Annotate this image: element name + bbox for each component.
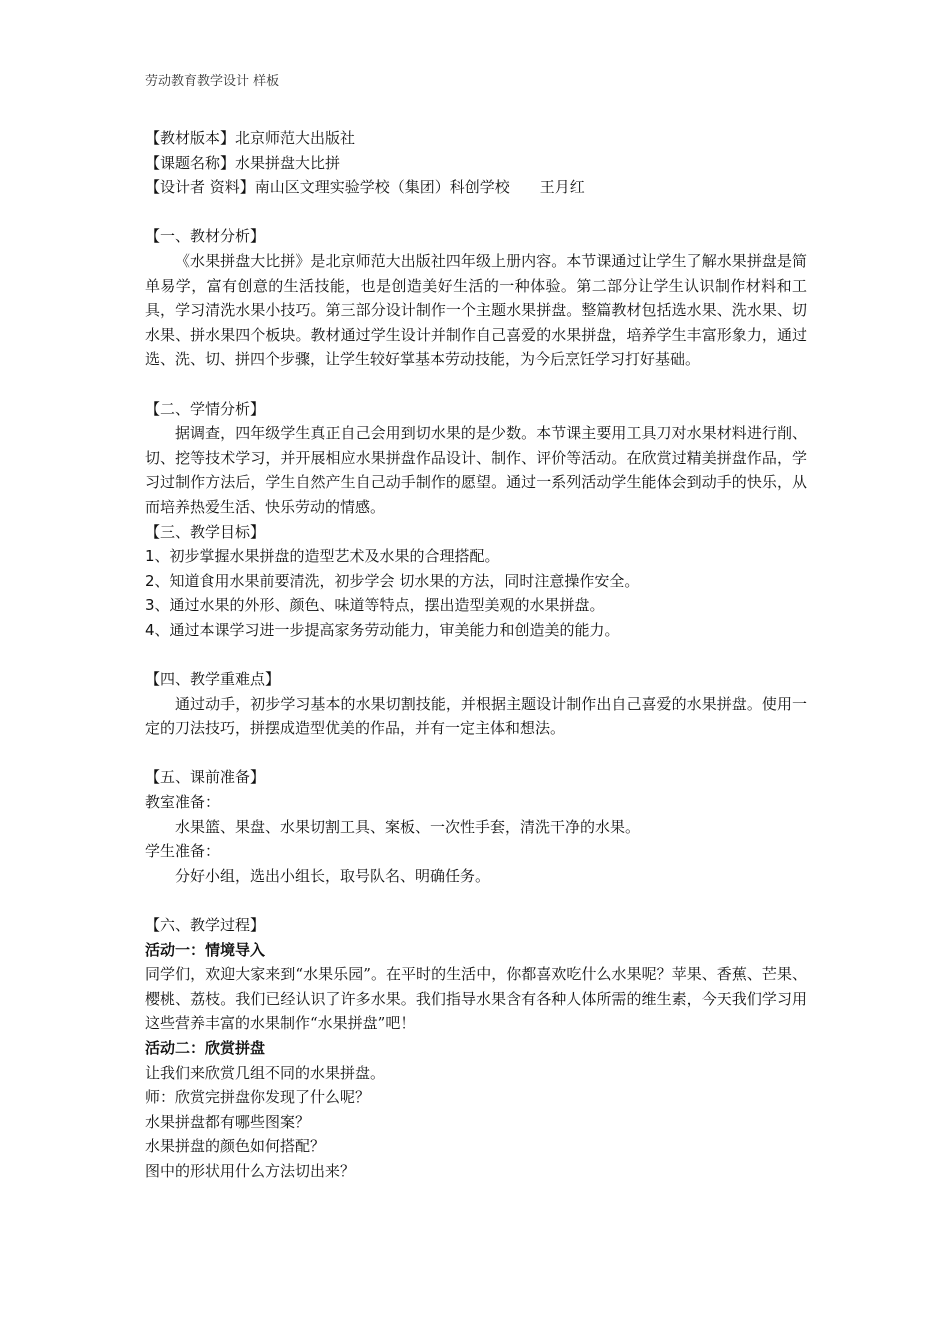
section-2-heading: 【二、学情分析】: [145, 399, 266, 418]
objective-item: 1、初步掌握水果拼盘的造型艺术及水果的合理搭配。: [145, 547, 500, 566]
activity-2-title: 活动二：欣赏拼盘: [145, 1038, 266, 1057]
section-5-heading: 【五、课前准备】: [145, 768, 266, 787]
objective-item: 4、通过本课学习进一步提高家务劳动能力，审美能力和创造美的能力。: [145, 620, 620, 639]
section-1-heading: 【一、教材分析】: [145, 227, 266, 246]
classroom-prep-label: 教室准备：: [145, 793, 221, 812]
activity-1-text: 同学们，欢迎大家来到“水果乐园”。在平时的生活中，你都喜欢吃什么水果呢？苹果、香蕉、芒果、樱桃、荔枝。我们已经认识了许多水果。我们指导水果含有各种人体所需的维生素，今天我们学习用这些营养丰富的水果制作“水果拼盘”吧！: [145, 965, 807, 1033]
meta-edition: 【教材版本】北京师范大出版社: [145, 129, 356, 147]
section-1-text: 《水果拼盘大比拼》是北京师范大出版社四年级上册内容。本节课通过让学生了解水果拼盘是简单易学，富有创意的生活技能，也是创造美好生活的一种体验。第二部分让学生认识制作材料和工具，学习清洗水果小技巧。第三部分设计制作一个主题水果拼盘。整篇教材包括选水果、洗水果、切水果、拼水果四个板块。教材通过学生设计并制作自己喜爱的水果拼盘，培养学生丰富形象力，通过选、洗、切、拼四个步骤，让学生较好掌基本劳动技能，为今后烹饪学习打好基础。: [145, 251, 807, 369]
activity-2-line: 水果拼盘都有哪些图案？: [145, 1112, 311, 1131]
section-4-heading: 【四、教学重难点】: [145, 670, 281, 689]
document-body: [145, 126, 807, 1184]
section-3-heading: 【三、教学目标】: [145, 522, 266, 541]
student-prep-items: 分好小组，选出小组长，取号队名、明确任务。: [175, 866, 491, 885]
meta-designer: 【设计者 资料】南山区文理实验学校（集团）科创学校 王月红: [145, 178, 585, 197]
classroom-prep-items: 水果篮、果盘、水果切割工具、案板、一次性手套，清洗干净的水果。: [175, 817, 641, 836]
activity-2-line: 让我们来欣赏几组不同的水果拼盘。: [145, 1063, 386, 1082]
student-prep-label: 学生准备：: [145, 842, 221, 861]
activity-1-title: 活动一：情境导入: [145, 940, 266, 959]
objective-item: 3、通过水果的外形、颜色、味道等特点，摆出造型美观的水果拼盘。: [145, 596, 605, 615]
page-header: 劳动教育教学设计 样板: [145, 74, 280, 89]
meta-lesson: 【课题名称】水果拼盘大比拼: [145, 153, 341, 172]
objective-item: 2、知道食用水果前要清洗，初步学会 切水果的方法，同时注意操作安全。: [145, 571, 640, 590]
section-6-heading: 【六、教学过程】: [145, 916, 266, 934]
activity-2-line: 水果拼盘的颜色如何搭配？: [145, 1137, 326, 1156]
section-2-text: 据调查，四年级学生真正自己会用到切水果的是少数。本节课主要用工具刀对水果材料进行削、切、挖等技术学习，并开展相应水果拼盘作品设计、制作、评价等活动。在欣赏过精美拼盘作品，学习过制作方法后，学生自然产生自己动手制作的愿望。通过一系列活动学生能体会到动手的快乐，从而培养热爱生活、快乐劳动的情感。: [145, 424, 807, 516]
activity-2-line: 师：欣赏完拼盘你发现了什么呢？: [145, 1088, 371, 1107]
section-4-text: 通过动手，初步学习基本的水果切割技能，并根据主题设计制作出自己喜爱的水果拼盘。使用一定的刀法技巧，拼摆成造型优美的作品，并有一定主体和想法。: [145, 694, 807, 738]
activity-2-line: 图中的形状用什么方法切出来？: [145, 1161, 356, 1180]
